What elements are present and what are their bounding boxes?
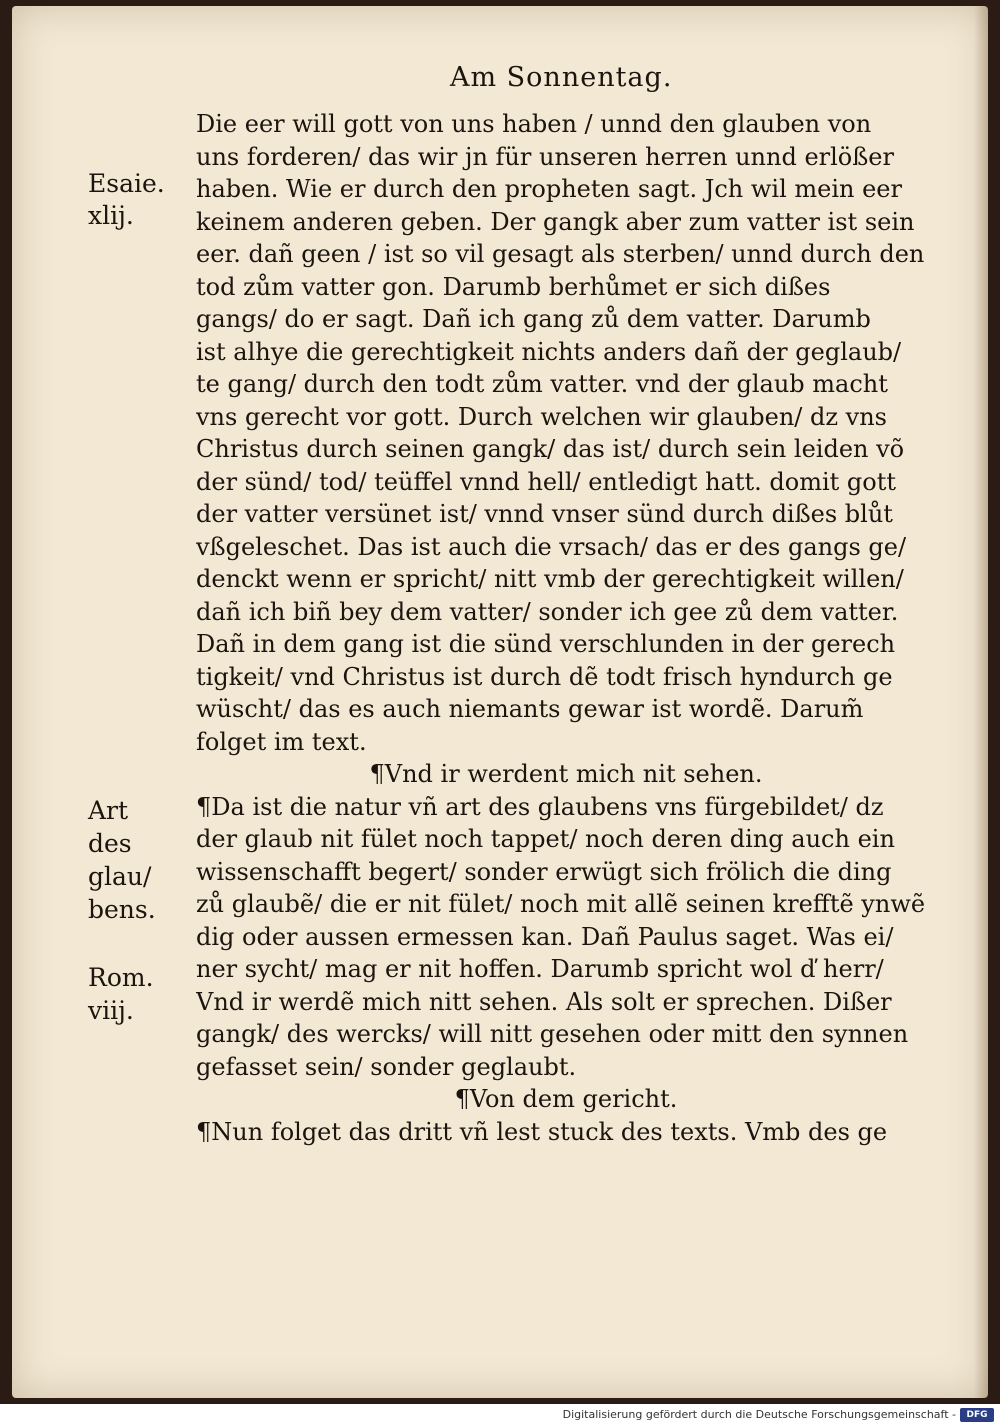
text-line: Die eer will gott von uns haben / unnd den glauben von: [196, 110, 872, 138]
text-line: wissenschafft begert/ sonder erwügt sich frölich die ding: [196, 857, 892, 886]
section-subheading: ¶Von dem gericht.: [454, 1085, 678, 1113]
text-line: vßgeleschet. Das ist auch die vrsach/ das er des gangs ge/: [196, 532, 907, 561]
text-line: ner sycht/ mag er nit hoffen. Darumb spricht wol ď herr/: [196, 955, 884, 983]
section-subheading: ¶Vnd ir werdent mich nit sehen.: [369, 760, 763, 788]
margin-note-esaie-ref: xlij.: [88, 201, 134, 230]
text-line: der sünd/ tod/ teüffel vnnd hell/ entledigt hatt. domit gott: [196, 467, 896, 496]
text-line: gangs/ do er sagt. Dañ ich gang zů dem vatter. Darumb: [196, 305, 871, 333]
text-line: zů glaubẽ/ die er nit fület/ noch mit allẽ seinen krefftẽ ynwẽ: [196, 890, 926, 918]
margin-note-bens: bens.: [88, 895, 156, 924]
text-line: keinem anderen geben. Der gangk aber zum vatter ist sein: [196, 207, 915, 236]
text-line: ist alhye die gerechtigkeit nichts anders dañ der geglaub/: [196, 337, 902, 366]
text-line: dig oder aussen ermessen kan. Dañ Paulus saget. Was ei/: [196, 922, 894, 951]
dfg-logo: DFG: [960, 1408, 994, 1422]
running-head: Am Sonnentag.: [450, 62, 673, 93]
text-line: tigkeit/ vnd Christus ist durch dẽ todt frisch hyndurch ge: [196, 662, 893, 691]
text-line: haben. Wie er durch den propheten sagt. Jch wil mein eer: [196, 175, 902, 203]
text-line: gefasset sein/ sonder geglaubt.: [196, 1052, 577, 1081]
margin-note-glau: glau/: [88, 862, 152, 891]
footer-bar: [0, 1404, 1000, 1427]
text-line: ¶Da ist die natur vñ art des glaubens vns fürgebildet/ dz: [196, 792, 884, 821]
text-line: vns gerecht vor gott. Durch welchen wir glauben/ dz vns: [196, 402, 887, 431]
text-line: gangk/ des wercks/ will nitt gesehen oder mitt den synnen: [196, 1020, 909, 1048]
text-line: dañ ich biñ bey dem vatter/ sonder ich gee zů dem vatter.: [196, 597, 899, 626]
text-line: denckt wenn er spricht/ nitt vmb der gerechtigkeit willen/: [196, 565, 904, 593]
text-line: uns forderen/ das wir jn für unseren herren unnd erlößer: [196, 142, 894, 171]
funding-notice: Digitalisierung gefördert durch die Deutsche Forschungsgemeinschaft -: [562, 1408, 956, 1421]
text-line: tod zům vatter gon. Darumb berhůmet er sich dißes: [196, 272, 831, 301]
text-line: der glaub nit fület noch tappet/ noch deren ding auch ein: [196, 825, 895, 853]
margin-note-art: Art: [88, 796, 129, 825]
margin-note-rom: Rom.: [88, 963, 154, 992]
text-line: Christus durch seinen gangk/ das ist/ durch sein leiden võ: [196, 435, 905, 463]
margin-note-rom-ref: viij.: [88, 996, 134, 1025]
text-line: eer. dañ geen / ist so vil gesagt als sterben/ unnd durch den: [196, 240, 925, 268]
text-line: te gang/ durch den todt zům vatter. vnd der glaub macht: [196, 370, 888, 398]
text-line: Vnd ir werdẽ mich nitt sehen. Als solt er sprechen. Dißer: [196, 987, 892, 1016]
text-line: der vatter versünet ist/ vnnd vnser sünd durch dißes blůt: [196, 500, 893, 528]
margin-note-des: des: [88, 829, 132, 858]
text-line: wüscht/ das es auch niemants gewar ist wordẽ. Darum̃: [196, 695, 864, 723]
text-line: folget im text.: [196, 727, 367, 756]
text-line: ¶Nun folget das dritt vñ lest stuck des texts. Vmb des ge: [196, 1117, 888, 1146]
margin-note-esaie: Esaie.: [88, 169, 165, 198]
page-body-text: [196, 108, 936, 1148]
text-line: Dañ in dem gang ist die sünd verschlunden in der gerech: [196, 630, 896, 658]
page-edge-shadow: [974, 6, 988, 1398]
